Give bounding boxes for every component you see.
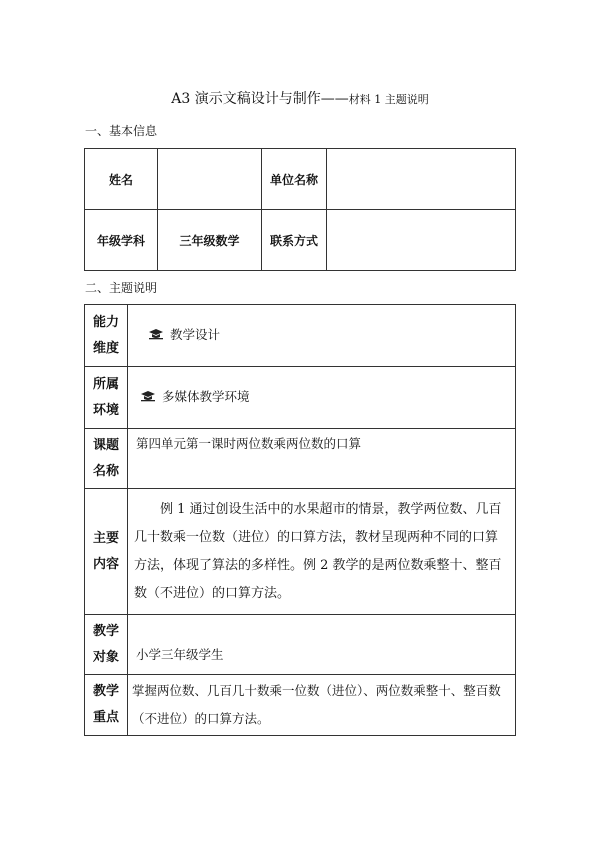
ability-dimension-value: 教学设计 xyxy=(170,327,221,343)
row-label-line: 内容 xyxy=(92,556,119,572)
teaching-focus-cell: 掌握两位数、几百几十数乘一位数（进位）、两位数乘整十、整百数（不进位）的口算方法。 xyxy=(128,675,516,736)
row-label xyxy=(85,305,128,367)
table-row xyxy=(85,305,516,367)
row-label-line: 教学 xyxy=(92,684,119,699)
environment-cell xyxy=(128,367,516,429)
name-value[interactable] xyxy=(158,149,262,210)
course-title-cell: 第四单元第一课时两位数乘两位数的口算 xyxy=(128,429,516,489)
row-label-line: 对象 xyxy=(92,649,119,665)
row-label xyxy=(85,489,128,615)
row-label-line: 重点 xyxy=(92,710,119,725)
basic-info-table xyxy=(84,148,516,271)
table-row xyxy=(85,675,516,736)
section-heading-theme: 二、主题说明 xyxy=(85,281,158,295)
ability-dimension-cell xyxy=(128,305,516,367)
mortarboard-icon xyxy=(140,383,156,413)
row-label-line: 所属 xyxy=(92,376,119,392)
table-row xyxy=(85,367,516,429)
mortarboard-icon xyxy=(148,321,164,351)
contact-label: 联系方式 xyxy=(262,210,327,271)
row-label-line: 教学 xyxy=(92,623,119,639)
table-row xyxy=(85,489,516,615)
row-label xyxy=(85,615,128,675)
environment-value: 多媒体教学环境 xyxy=(162,389,250,405)
row-label-line: 课题 xyxy=(92,437,119,453)
name-label: 姓名 xyxy=(85,149,158,210)
section-heading-basic-info: 一、基本信息 xyxy=(85,124,158,138)
contact-value[interactable] xyxy=(327,210,516,271)
theme-table xyxy=(84,304,516,736)
title-subtitle: 材料 1 主题说明 xyxy=(348,93,429,106)
main-content-cell: 例 1 通过创设生活中的水果超市的情景，教学两位数、几百几十数乘一位数（进位）的口算方法，教材呈现两种不同的口算方法，体现了算法的多样性。例 2 教学的是两位数乘整十、整百数（不进位）的口算方法。 xyxy=(128,489,516,615)
teaching-target-cell: 小学三年级学生 xyxy=(128,615,516,675)
row-label-line: 主要 xyxy=(92,530,119,546)
table-row xyxy=(85,429,516,489)
table-row xyxy=(85,615,516,675)
row-label-line: 能力 xyxy=(92,314,119,330)
row-label-line: 维度 xyxy=(92,340,119,356)
row-label-line: 环境 xyxy=(92,402,119,418)
document-title xyxy=(0,88,600,108)
grade-label: 年级学科 xyxy=(85,210,158,271)
table-row xyxy=(85,210,516,271)
row-label xyxy=(85,675,128,736)
unit-value[interactable] xyxy=(327,149,516,210)
table-row xyxy=(85,149,516,210)
row-label-line: 名称 xyxy=(92,463,119,479)
grade-value[interactable]: 三年级数学 xyxy=(158,210,262,271)
unit-label: 单位名称 xyxy=(262,149,327,210)
row-label xyxy=(85,367,128,429)
row-label xyxy=(85,429,128,489)
title-main: A3 演示文稿设计与制作—— xyxy=(171,91,349,107)
